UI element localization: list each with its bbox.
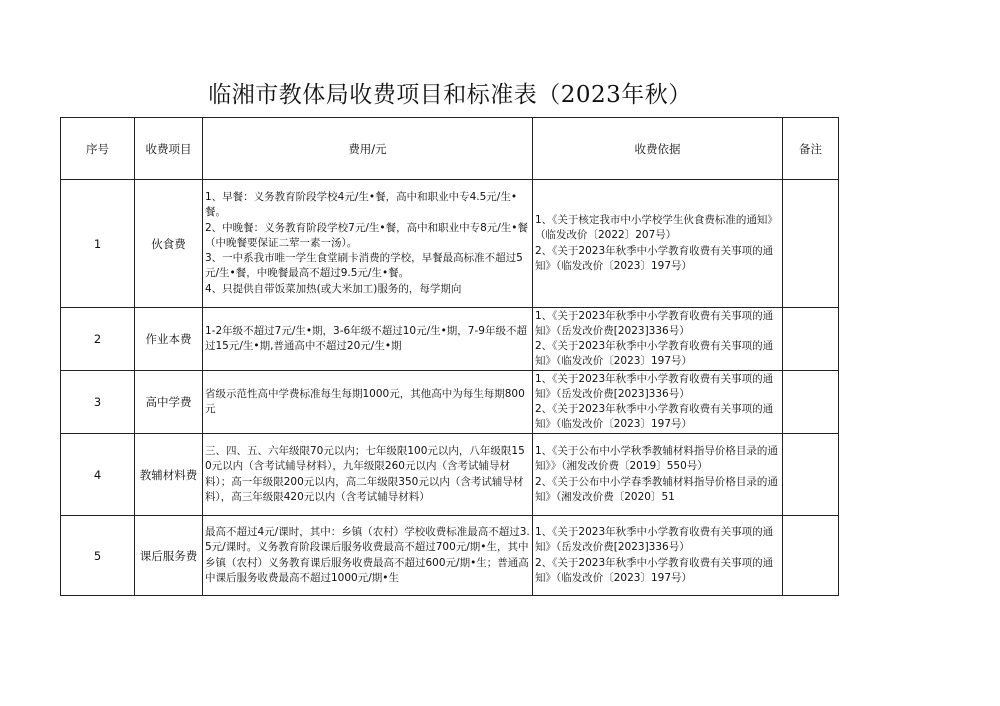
row-note: [783, 180, 839, 308]
header-basis: 收费依据: [533, 118, 783, 180]
basis-line: 2、《关于2023年秋季中小学教育收费有关事项的通知》（临发改价〔2023〕197号）: [535, 244, 774, 272]
table-row: [61, 371, 839, 434]
row-index: 4: [61, 434, 135, 516]
row-note: [783, 308, 839, 371]
fee-line: 1、早餐：义务教育阶段学校4元/生•餐，高中和职业中专4.5元/生•餐。: [205, 190, 518, 219]
row-basis: [533, 434, 783, 516]
header-note: 备注: [783, 118, 839, 180]
row-fee: [203, 180, 533, 308]
table-row: [61, 180, 839, 308]
row-item: 高中学费: [135, 371, 203, 434]
basis-line: 1、《关于2023年秋季中小学教育收费有关事项的通知》（岳发改价费[2023]336号）: [535, 372, 774, 400]
basis-line: 2、《关于2023年秋季中小学教育收费有关事项的通知》（临发改价〔2023〕197号）: [535, 556, 774, 584]
row-fee: [203, 516, 533, 596]
row-note: [783, 434, 839, 516]
fee-line: 1-2年级不超过7元/生•期，3-6年级不超过10元/生•期，7-9年级不超过15元/生•期,普通高中不超过20元/生•期: [205, 324, 527, 352]
basis-line: 2、《关于2023年秋季中小学教育收费有关事项的通知》（临发改价〔2023〕197号）: [535, 340, 774, 368]
basis-line: 2、《关于公布中小学春季教辅材料指导价格目录的通知》（湘发改价费〔2020〕51: [535, 475, 778, 503]
header-index: 序号: [61, 118, 135, 180]
row-fee: [203, 434, 533, 516]
row-index: 2: [61, 308, 135, 371]
basis-line: 1、《关于2023年秋季中小学教育收费有关事项的通知》（岳发改价费[2023]336号）: [535, 525, 774, 554]
row-basis: [533, 308, 783, 371]
fee-line: 三、四、五、六年级限70元以内；七年级限100元以内，八年级限150元以内（含考试辅导材料），九年级限260元以内（含考试辅导材料）；高一年级限200元以内，高二年级限350元以内（含考试辅导材料），高三年级限420元以内（含考试辅导材料）: [205, 444, 525, 503]
basis-line: 1、《关于核定我市中小学校学生伙食费标准的通知》（临发改价〔2022〕207号）: [535, 213, 778, 242]
row-basis: [533, 371, 783, 434]
table-row: [61, 434, 839, 516]
basis-line: 1、《关于2023年秋季中小学教育收费有关事项的通知》（岳发改价费[2023]336号）: [535, 309, 774, 337]
row-item: 课后服务费: [135, 516, 203, 596]
row-index: 3: [61, 371, 135, 434]
row-index: 1: [61, 180, 135, 308]
header-fee: 费用/元: [203, 118, 533, 180]
row-note: [783, 371, 839, 434]
row-fee: [203, 371, 533, 434]
table-header-row: [61, 118, 839, 180]
row-fee: [203, 308, 533, 371]
fee-line: 2、中晚餐：义务教育阶段学校7元/生•餐，高中和职业中专8元/生•餐（中晚餐要保证二荤一素一汤）。: [205, 221, 529, 249]
page-title: 临湘市教体局收费项目和标准表（2023年秋）: [208, 82, 692, 108]
table-row: [61, 516, 839, 596]
basis-line: 1、《关于公布中小学秋季教辅材料指导价格目录的通知》》（湘发改价费〔2019〕550号）: [535, 444, 778, 473]
row-item: 教辅材料费: [135, 434, 203, 516]
row-note: [783, 516, 839, 596]
fee-line: 省级示范性高中学费标准每生每期1000元，其他高中为每生每期800元: [205, 387, 525, 415]
fee-line: 最高不超过4元/课时，其中：乡镇（农村）学校收费标准最高不超过3.5元/课时。义务教育阶段课后服务收费最高不超过700元/期•生，其中乡镇（农村）义务教育课后服务收费最高不超过600元/期•生；普通高中课后服务收费最高不超过1000元/期•生: [205, 525, 530, 584]
row-basis: [533, 516, 783, 596]
row-item: 作业本费: [135, 308, 203, 371]
fee-standards-table: [60, 117, 839, 596]
header-item: 收费项目: [135, 118, 203, 180]
table-row: [61, 308, 839, 371]
row-index: 5: [61, 516, 135, 596]
fee-line: 4、只提供自带饭菜加热(或大米加工)服务的，每学期向: [205, 282, 462, 295]
row-basis: [533, 180, 783, 308]
fee-line: 3、一中系我市唯一学生食堂刷卡消费的学校，早餐最高标准不超过5元/生•餐，中晚餐最高不超过9.5元/生•餐。: [205, 252, 523, 280]
row-item: 伙食费: [135, 180, 203, 308]
basis-line: 2、《关于2023年秋季中小学教育收费有关事项的通知》（临发改价〔2023〕197号）: [535, 403, 774, 431]
